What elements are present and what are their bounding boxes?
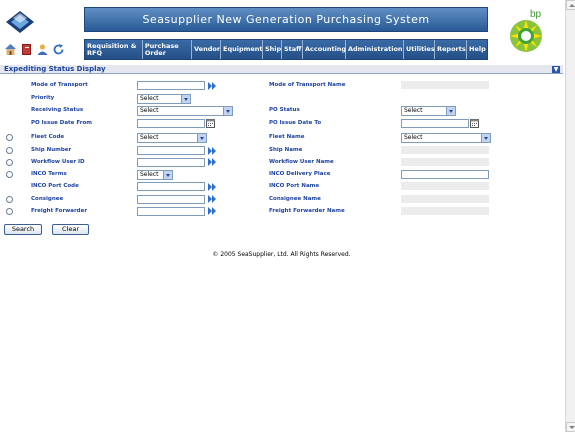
chevron-down-icon[interactable] [223, 107, 232, 115]
consignee-name-label: Consignee Name [269, 196, 321, 202]
inco-delivery-place-input[interactable] [401, 170, 489, 179]
inco-port-code-input[interactable] [137, 182, 205, 191]
copyright-footer: © 2005 SeaSupplier, Ltd. All Rights Reserved. [212, 251, 351, 258]
calendar-icon[interactable] [206, 119, 215, 128]
freight-forwarder-name-field [401, 207, 489, 215]
fleet-name-label: Fleet Name [269, 134, 305, 140]
ship-number-input[interactable] [137, 146, 205, 155]
inco-port-name-field [401, 182, 489, 190]
freight-forwarder-name-label: Freight Forwarder Name [269, 208, 345, 214]
lookup-arrow-icon[interactable] [208, 207, 217, 215]
seasupplier-logo [4, 10, 36, 34]
po-status-label: PO Status [269, 107, 300, 113]
lookup-arrow-icon[interactable] [208, 82, 217, 90]
menu-staff[interactable]: Staff [282, 40, 303, 59]
menu-administration[interactable]: Administration [346, 40, 404, 59]
po-issue-date-from-input[interactable] [137, 119, 205, 128]
consignee-name-field [401, 195, 489, 203]
app-title: Seasupplier New Generation Purchasing System [84, 7, 488, 32]
consignee-label: Consignee [31, 196, 64, 202]
lookup-arrow-icon[interactable] [208, 183, 217, 191]
po-issue-date-from-label: PO Issue Date From [31, 120, 92, 126]
ship-name-field [401, 146, 489, 154]
menu-ship[interactable]: Ship [263, 40, 282, 59]
inco-delivery-place-label: INCO Delivery Place [269, 171, 331, 177]
inco-port-name-label: INCO Port Name [269, 183, 320, 189]
main-menu [84, 39, 488, 60]
fleet-name-select[interactable]: Select [401, 133, 491, 143]
section-header [0, 65, 563, 74]
section-title: Expediting Status Display [4, 65, 106, 73]
po-issue-date-to-label: PO Issue Date To [269, 120, 322, 126]
workflow-user-id-label: Workflow User ID [31, 159, 85, 165]
inco-terms-label: INCO Terms [31, 171, 67, 177]
priority-select[interactable]: Select [137, 94, 191, 104]
inco-port-code-label: INCO Port Code [31, 183, 79, 189]
menu-vendor[interactable]: Vendor [192, 40, 221, 59]
workflow-user-name-field [401, 158, 489, 166]
lookup-arrow-icon[interactable] [208, 158, 217, 166]
consignee-radio[interactable] [6, 196, 13, 203]
mode-of-transport-name-field [401, 81, 489, 89]
consignee-input[interactable] [137, 195, 205, 204]
svg-text:bp: bp [530, 9, 542, 20]
freight-forwarder-label: Freight Forwarder [31, 208, 88, 214]
chevron-down-icon[interactable] [481, 134, 490, 142]
fleet-code-select[interactable]: Select [137, 133, 207, 143]
bp-logo [506, 8, 546, 54]
freight-forwarder-radio[interactable] [6, 208, 13, 215]
freight-forwarder-input[interactable] [137, 207, 205, 216]
workflow-user-id-radio[interactable] [6, 159, 13, 166]
receiving-status-label: Receiving Status [31, 107, 84, 113]
calendar-icon[interactable] [470, 119, 479, 128]
menu-reports[interactable]: Reports [435, 40, 467, 59]
refresh-icon[interactable] [52, 43, 65, 56]
fleet-code-label: Fleet Code [31, 134, 65, 140]
ship-number-label: Ship Number [31, 147, 72, 153]
po-issue-date-to-input[interactable] [401, 119, 469, 128]
book-icon[interactable] [20, 43, 33, 56]
home-icon[interactable] [4, 43, 17, 56]
inco-terms-select[interactable]: Select [137, 170, 173, 180]
po-status-select[interactable]: Select [401, 106, 456, 116]
chevron-down-icon[interactable] [446, 107, 455, 115]
menu-purchase-order[interactable]: Purchase Order [143, 40, 192, 59]
receiving-status-select[interactable]: Select [137, 106, 233, 116]
lookup-arrow-icon[interactable] [208, 195, 217, 203]
mode-of-transport-input[interactable] [137, 81, 205, 90]
ship-number-radio[interactable] [6, 147, 13, 154]
menu-equipment[interactable]: Equipment [221, 40, 263, 59]
vertical-scrollbar[interactable] [565, 0, 575, 432]
mode-of-transport-label: Mode of Transport [31, 82, 88, 88]
chevron-down-icon[interactable] [197, 134, 206, 142]
workflow-user-id-input[interactable] [137, 158, 205, 167]
scroll-down-icon[interactable] [566, 422, 575, 432]
collapse-icon[interactable]: ▼ [553, 66, 559, 73]
workflow-user-name-label: Workflow User Name [269, 159, 334, 165]
lookup-arrow-icon[interactable] [208, 147, 217, 155]
fleet-code-radio[interactable] [6, 134, 13, 141]
menu-utilities[interactable]: Utilities [404, 40, 435, 59]
menu-accounting[interactable]: Accounting [303, 40, 346, 59]
user-icon[interactable] [36, 43, 49, 56]
toolbar [4, 43, 68, 57]
chevron-down-icon[interactable] [163, 171, 172, 179]
search-button[interactable]: Search [4, 224, 42, 235]
clear-button[interactable]: Clear [52, 224, 89, 235]
mode-of-transport-name-label: Mode of Transport Name [269, 82, 346, 88]
ship-name-label: Ship Name [269, 147, 303, 153]
menu-help[interactable]: Help [469, 45, 486, 53]
priority-label: Priority [31, 95, 55, 101]
chevron-down-icon[interactable] [181, 95, 190, 103]
inco-terms-radio[interactable] [6, 171, 13, 178]
scroll-up-icon[interactable] [566, 0, 575, 10]
menu-requisition-rfq[interactable]: Requisition & RFQ [85, 40, 143, 59]
